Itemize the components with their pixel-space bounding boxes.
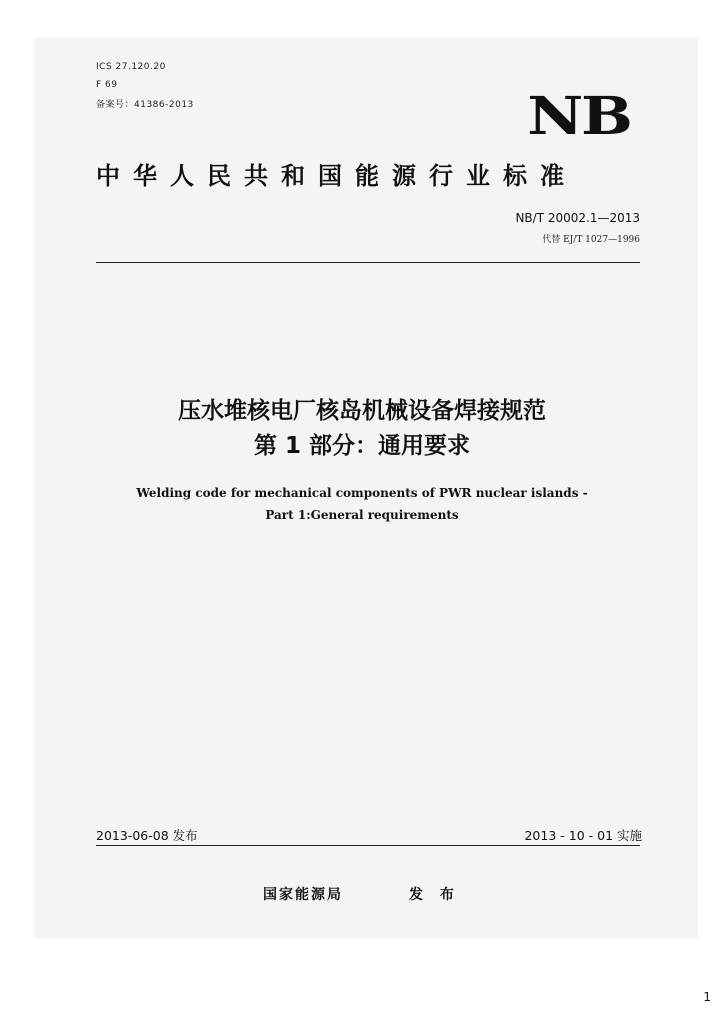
footer-divider — [96, 845, 640, 846]
title-cn-line1: 压水堆核电厂核岛机械设备焊接规范 — [178, 398, 546, 424]
publish-label: 发 布 — [409, 887, 460, 903]
replaces-standard: 代替 EJ/T 1027—1996 — [542, 235, 640, 245]
organization-title: 中华人民共和国能源行业标准 — [96, 162, 577, 190]
ics-code: ICS 27.120.20 — [96, 62, 166, 72]
record-number: 备案号：41386-2013 — [96, 100, 194, 110]
title-cn-line2: 第 1 部分：通用要求 — [253, 433, 471, 459]
effective-date: 2013 - 10 - 01 实施 — [524, 828, 642, 843]
nb-logo: NB — [526, 86, 630, 147]
standard-number: NB/T 20002.1—2013 — [515, 211, 640, 225]
publisher-name: 国家能源局 — [263, 887, 343, 903]
title-en-line1: Welding code for mechanical components of PWR nuclear islands - — [136, 486, 588, 500]
issue-date: 2013-06-08 发布 — [96, 828, 198, 843]
page-number: 1 — [703, 990, 711, 1004]
ccs-code: F 69 — [96, 80, 118, 90]
title-en-line2: Part 1:General requirements — [265, 508, 459, 522]
header-divider — [96, 262, 640, 263]
